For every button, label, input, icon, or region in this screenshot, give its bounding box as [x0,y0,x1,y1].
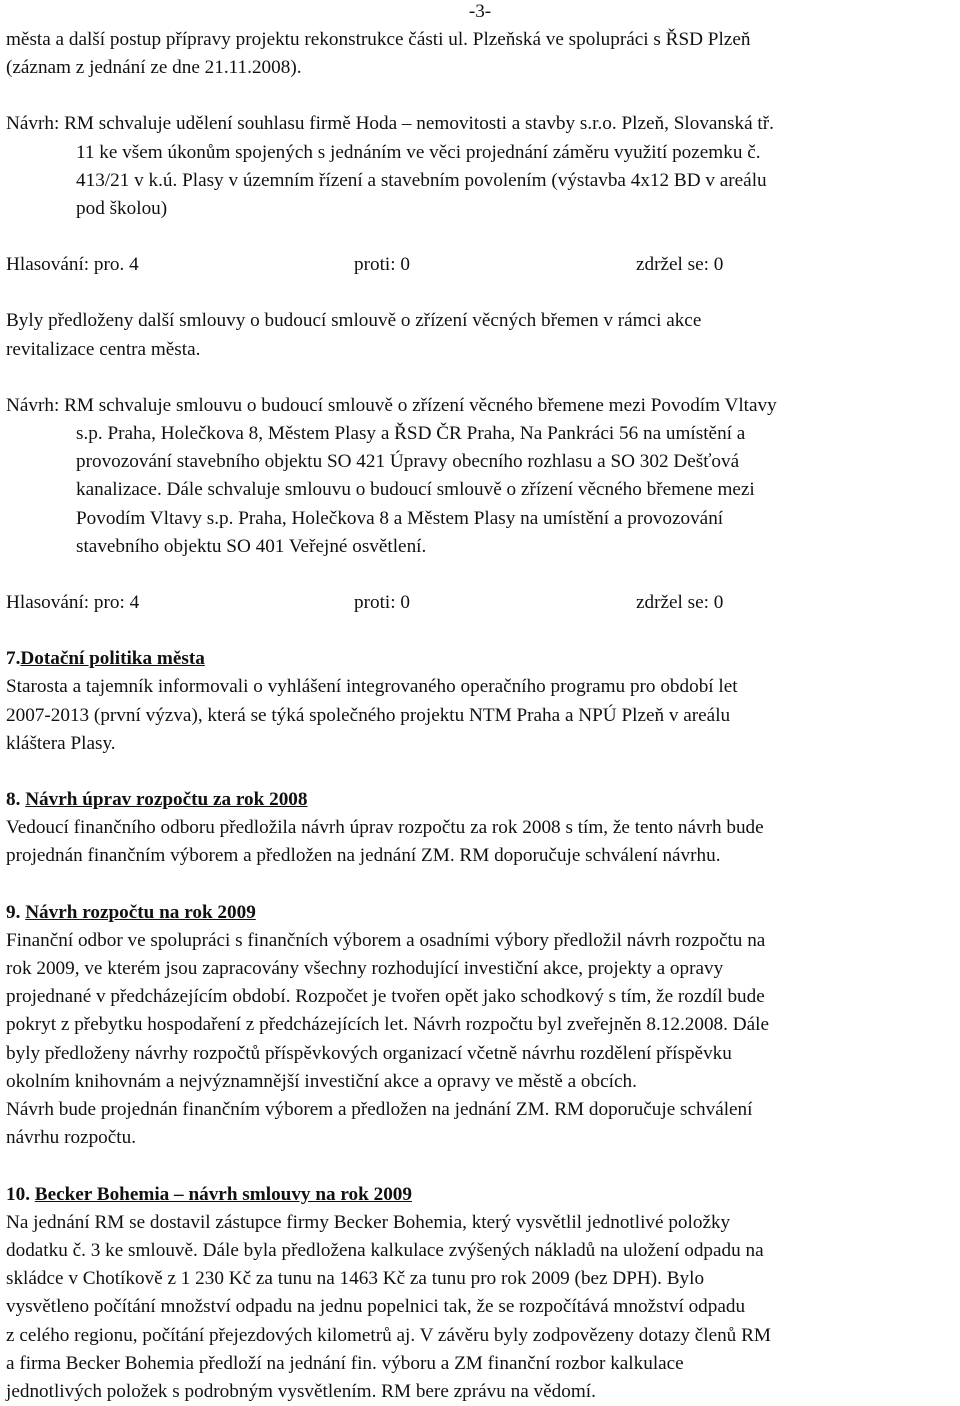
proposal-line: 413/21 v k.ú. Plasy v územním řízení a stavebním povolením (výstavba 4x12 BD v areálu [6,167,952,195]
section-line: 2007-2013 (první výzva), která se týká společného projektu NTM Praha a NPÚ Plzeň v areálu [6,702,952,730]
proposal-line: kanalizace. Dále schvaluje smlouvu o budoucí smlouvě o zřízení věcného břemene mezi [6,476,952,504]
section-line: a firma Becker Bohemia předloží na jednání fin. výboru a ZM finanční rozbor kalkulace [6,1350,952,1378]
section-line: Vedoucí finančního odboru předložila návrh úprav rozpočtu za rok 2008 s tím, že tento návrh bude [6,814,952,842]
section-heading [6,1181,952,1209]
section-line: byly předloženy návrhy rozpočtů příspěvkových organizací včetně návrhu rozdělení příspěvku [6,1040,952,1068]
proposal-line: Návrh: RM schvaluje smlouvu o budoucí smlouvě o zřízení věcného břemene mezi Povodím Vltavy [6,392,952,420]
vote-zdrzel: zdržel se: 0 [636,251,723,279]
easements-line: revitalizace centra města. [6,336,952,364]
page-number: -3- [0,0,960,26]
proposal-line: stavebního objektu SO 401 Veřejné osvětlení. [6,533,952,561]
section-9 [6,899,952,1153]
section-title: Návrh rozpočtu na rok 2009 [25,902,256,923]
section-title: Becker Bohemia – návrh smlouvy na rok 2009 [35,1184,412,1205]
section-line: projednané v předcházejícím období. Rozpočet je tvořen opět jako schodkový s tím, že rozdíl bude [6,983,952,1011]
vote-result [6,251,952,279]
proposal-line: s.p. Praha, Holečkova 8, Městem Plasy a ŘSD ČR Praha, Na Pankráci 56 na umístění a [6,420,952,448]
vote-proti: proti: 0 [354,251,636,279]
vote-pro: Hlasování: pro. 4 [6,251,354,279]
section-line: okolním knihovnám a nejvýznamnější investiční akce a opravy ve městě a obcích. [6,1068,952,1096]
intro-paragraph [6,26,952,82]
section-line: Starosta a tajemník informovali o vyhlášení integrovaného operačního programu pro období let [6,673,952,701]
section-line: návrhu rozpočtu. [6,1124,952,1152]
section-line: Na jednání RM se dostavil zástupce firmy Becker Bohemia, který vysvětlil jednotlivé položky [6,1209,952,1237]
section-line: Finanční odbor ve spolupráci s finančních výborem a osadními výbory předložil návrh rozpočtu na [6,927,952,955]
proposal-line: 11 ke všem úkonům spojených s jednáním ve věci projednání záměru využití pozemku č. [6,139,952,167]
section-number: 9. [6,902,20,923]
proposal-line: Návrh: RM schvaluje udělení souhlasu firmě Hoda – nemovitosti a stavby s.r.o. Plzeň, Slovanská tř. [6,110,952,138]
vote-result [6,589,952,617]
section-number: 8. [6,789,20,810]
vote-zdrzel: zdržel se: 0 [636,589,723,617]
section-line: projednán finančním výborem a předložen na jednání ZM. RM doporučuje schválení návrhu. [6,842,952,870]
section-8 [6,786,952,871]
section-line: Návrh bude projednán finančním výborem a předložen na jednání ZM. RM doporučuje schválení [6,1096,952,1124]
section-10 [6,1181,952,1406]
section-number: 10. [6,1184,30,1205]
section-line: rok 2009, ve kterém jsou zapracovány všechny rozhodující investiční akce, projekty a opravy [6,955,952,983]
section-line: z celého regionu, počítání přejezdových kilometrů aj. V závěru byly zodpovězeny dotazy členů RM [6,1322,952,1350]
vote-proti: proti: 0 [354,589,636,617]
easements-line: Byly předloženy další smlouvy o budoucí smlouvě o zřízení věcných břemen v rámci akce [6,307,952,335]
section-line: dodatku č. 3 ke smlouvě. Dále byla předložena kalkulace zvýšených nákladů na uložení odpadu na [6,1237,952,1265]
vote-pro: Hlasování: pro: 4 [6,589,354,617]
intro-line: (záznam z jednání ze dne 21.11.2008). [6,54,952,82]
section-line: vysvětleno počítání množství odpadu na jednu popelnici tak, že se rozpočítává množství odpadu [6,1293,952,1321]
section-line: skládce v Chotíkově z 1 230 Kč za tunu na 1463 Kč za tunu pro rok 2009 (bez DPH). Bylo [6,1265,952,1293]
section-line: kláštera Plasy. [6,730,952,758]
section-number: 7. [6,648,20,669]
section-heading [6,786,952,814]
proposal-easement [6,392,952,561]
section-heading [6,645,952,673]
section-title: Dotační politika města [20,648,204,669]
section-7 [6,645,952,758]
section-line: pokryt z přebytku hospodaření z předcházejících let. Návrh rozpočtu byl zveřejněn 8.12.2008. Dále [6,1011,952,1039]
section-heading [6,899,952,927]
proposal-line: provozování stavebního objektu SO 421 Úpravy obecního rozhlasu a SO 302 Dešťová [6,448,952,476]
section-line: jednotlivých položek s podrobným vysvětlením. RM bere zprávu na vědomí. [6,1378,952,1406]
easements-paragraph [6,307,952,363]
intro-line: města a další postup přípravy projektu rekonstrukce části ul. Plzeňská ve spolupráci s ŘSD Plzeň [6,26,952,54]
proposal-line: pod školou) [6,195,952,223]
section-title: Návrh úprav rozpočtu za rok 2008 [25,789,307,810]
proposal-hoda [6,110,952,223]
proposal-line: Povodím Vltavy s.p. Praha, Holečkova 8 a Městem Plasy na umístění a provozování [6,505,952,533]
